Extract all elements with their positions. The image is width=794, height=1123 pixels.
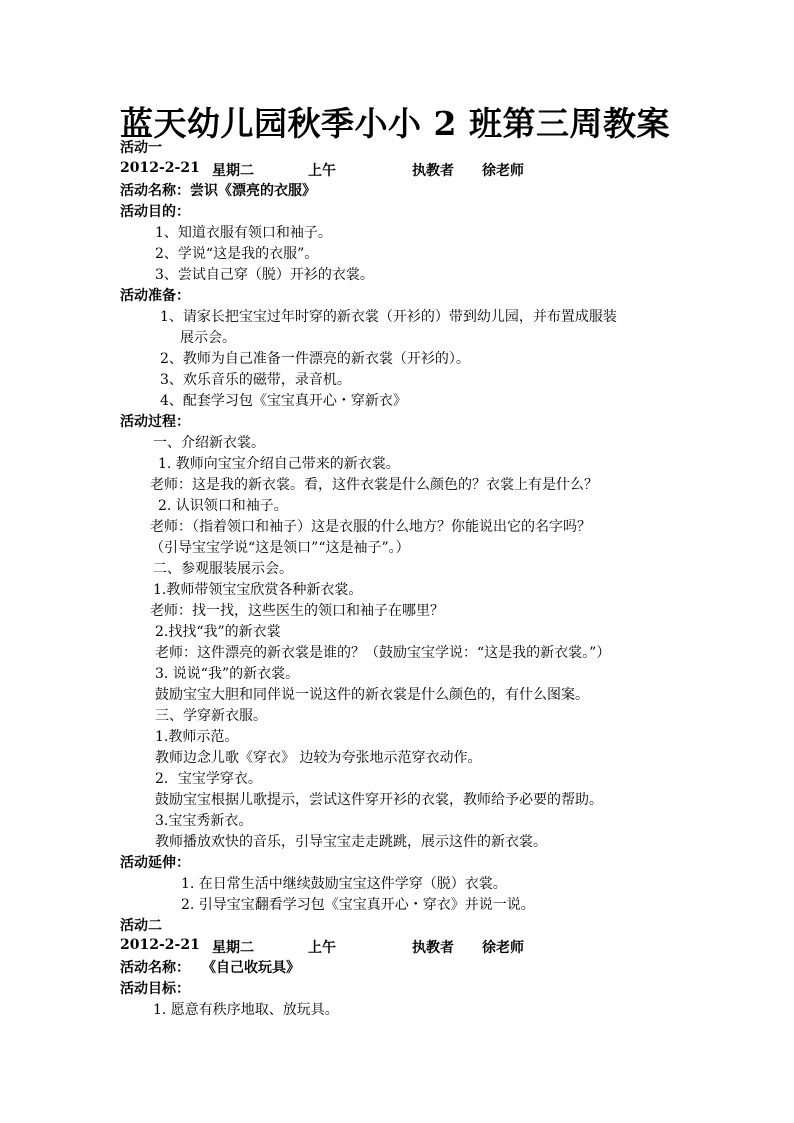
activity1-ext-2: 2. 引导宝宝翻看学习包《宝宝真开心・穿衣》并说一说。	[181, 897, 535, 913]
activity1-prep-4: 4、配套学习包《宝宝真开心・穿新衣》	[160, 393, 407, 409]
activity1-meta	[120, 160, 580, 180]
activity1-ext-1: 1. 在日常生活中继续鼓励宝宝这件学穿（脱）衣裳。	[181, 876, 507, 892]
activity2-heading: 活动二	[120, 918, 162, 934]
process-line: 三、学穿新衣服。	[155, 708, 267, 724]
activity1-goal-2: 2、学说“这是我的衣服”。	[155, 246, 319, 262]
process-line: 二、参观服装展示会。	[153, 561, 293, 577]
activity1-goal-1: 1、知道衣服有领口和袖子。	[155, 225, 332, 241]
process-line: 教师播放欢快的音乐，引导宝宝走走跳跳，展示这件的新衣裳。	[155, 834, 547, 850]
process-line: 1.教师示范。	[155, 729, 239, 745]
activity2-name-value: 《自己收玩具》	[202, 960, 300, 976]
activity1-name-label: 活动名称：	[120, 183, 190, 199]
activity1-prep-1-cont: 展示会。	[180, 330, 236, 346]
activity2-name-line	[120, 958, 300, 978]
activity1-prep-1: 1、请家长把宝宝过年时穿的新衣裳（开衫的）带到幼儿园，并布置成服装	[160, 309, 617, 325]
activity1-name-line	[120, 181, 316, 201]
activity1-day: 星期二	[212, 163, 254, 179]
activity1-process-label: 活动过程：	[120, 414, 190, 430]
process-line: 老师：这是我的新衣裳。看，这件衣裳是什么颜色的？衣裳上有是什么？	[150, 477, 598, 493]
activity1-name-value: 尝识《漂亮的衣服》	[190, 183, 316, 199]
activity1-prep-3: 3、欢乐音乐的磁带，录音机。	[160, 372, 351, 388]
process-line: 1.教师带领宝宝欣赏各种新衣裳。	[153, 582, 363, 598]
process-line: （引导宝宝学说“这是领口”“这是袖子”。）	[150, 540, 410, 556]
process-line: 鼓励宝宝根据儿歌提示，尝试这件穿开衫的衣裳，教师给予必要的帮助。	[155, 792, 603, 808]
process-line: 老师：这件漂亮的新衣裳是谁的？（鼓励宝宝学说：“这是我的新衣裳。”）	[155, 645, 611, 661]
activity1-prep-2: 2、教师为自己准备一件漂亮的新衣裳（开衫的）。	[160, 351, 470, 367]
activity1-goals-label: 活动目的：	[120, 204, 190, 220]
process-line: 3.宝宝秀新衣。	[155, 813, 253, 829]
activity2-goal-1: 1. 愿意有秩序地取、放玩具。	[153, 1002, 339, 1018]
activity1-teacher: 徐老师	[482, 163, 524, 179]
activity2-goals-label: 活动目标：	[120, 981, 190, 997]
activity2-date: 2012-2-21	[120, 937, 200, 953]
activity2-meta	[120, 937, 580, 957]
activity1-time: 上午	[308, 163, 336, 179]
activity1-heading: 活动一	[120, 140, 162, 156]
activity2-teacher: 徐老师	[482, 940, 524, 956]
process-line: 2. 认识领口和袖子。	[158, 498, 288, 514]
process-line: 2．宝宝学穿衣。	[155, 771, 262, 787]
process-line: 鼓励宝宝大胆和同伴说一说这件的新衣裳是什么颜色的，有什么图案。	[155, 687, 589, 703]
activity1-prep-label: 活动准备：	[120, 288, 190, 304]
process-line: 老师：找一找，这些医生的领口和袖子在哪里？	[150, 603, 444, 619]
activity2-name-label: 活动名称：	[120, 960, 190, 976]
process-line: 3. 说说“我”的新衣裳。	[155, 666, 300, 682]
activity1-ext-label: 活动延伸：	[120, 855, 190, 871]
page-title: 蓝天幼儿园秋季小小 2 班第三周教案	[120, 104, 670, 143]
activity1-date: 2012-2-21	[120, 160, 200, 176]
process-line: 2.找找“我”的新衣裳	[155, 624, 281, 640]
process-line: 一、介绍新衣裳。	[153, 435, 265, 451]
activity2-time: 上午	[308, 940, 336, 956]
process-line: 1. 教师向宝宝介绍自己带来的新衣裳。	[158, 456, 400, 472]
activity2-executor-label: 执教者	[412, 940, 454, 956]
process-line: 教师边念儿歌《穿衣》 边较为夸张地示范穿衣动作。	[155, 750, 482, 766]
activity2-day: 星期二	[212, 940, 254, 956]
activity1-goal-3: 3、尝试自己穿（脱）开衫的衣裳。	[155, 267, 374, 283]
activity1-executor-label: 执教者	[412, 163, 454, 179]
process-line: 老师：（指着领口和袖子）这是衣服的什么地方？你能说出它的名字吗？	[150, 519, 591, 535]
